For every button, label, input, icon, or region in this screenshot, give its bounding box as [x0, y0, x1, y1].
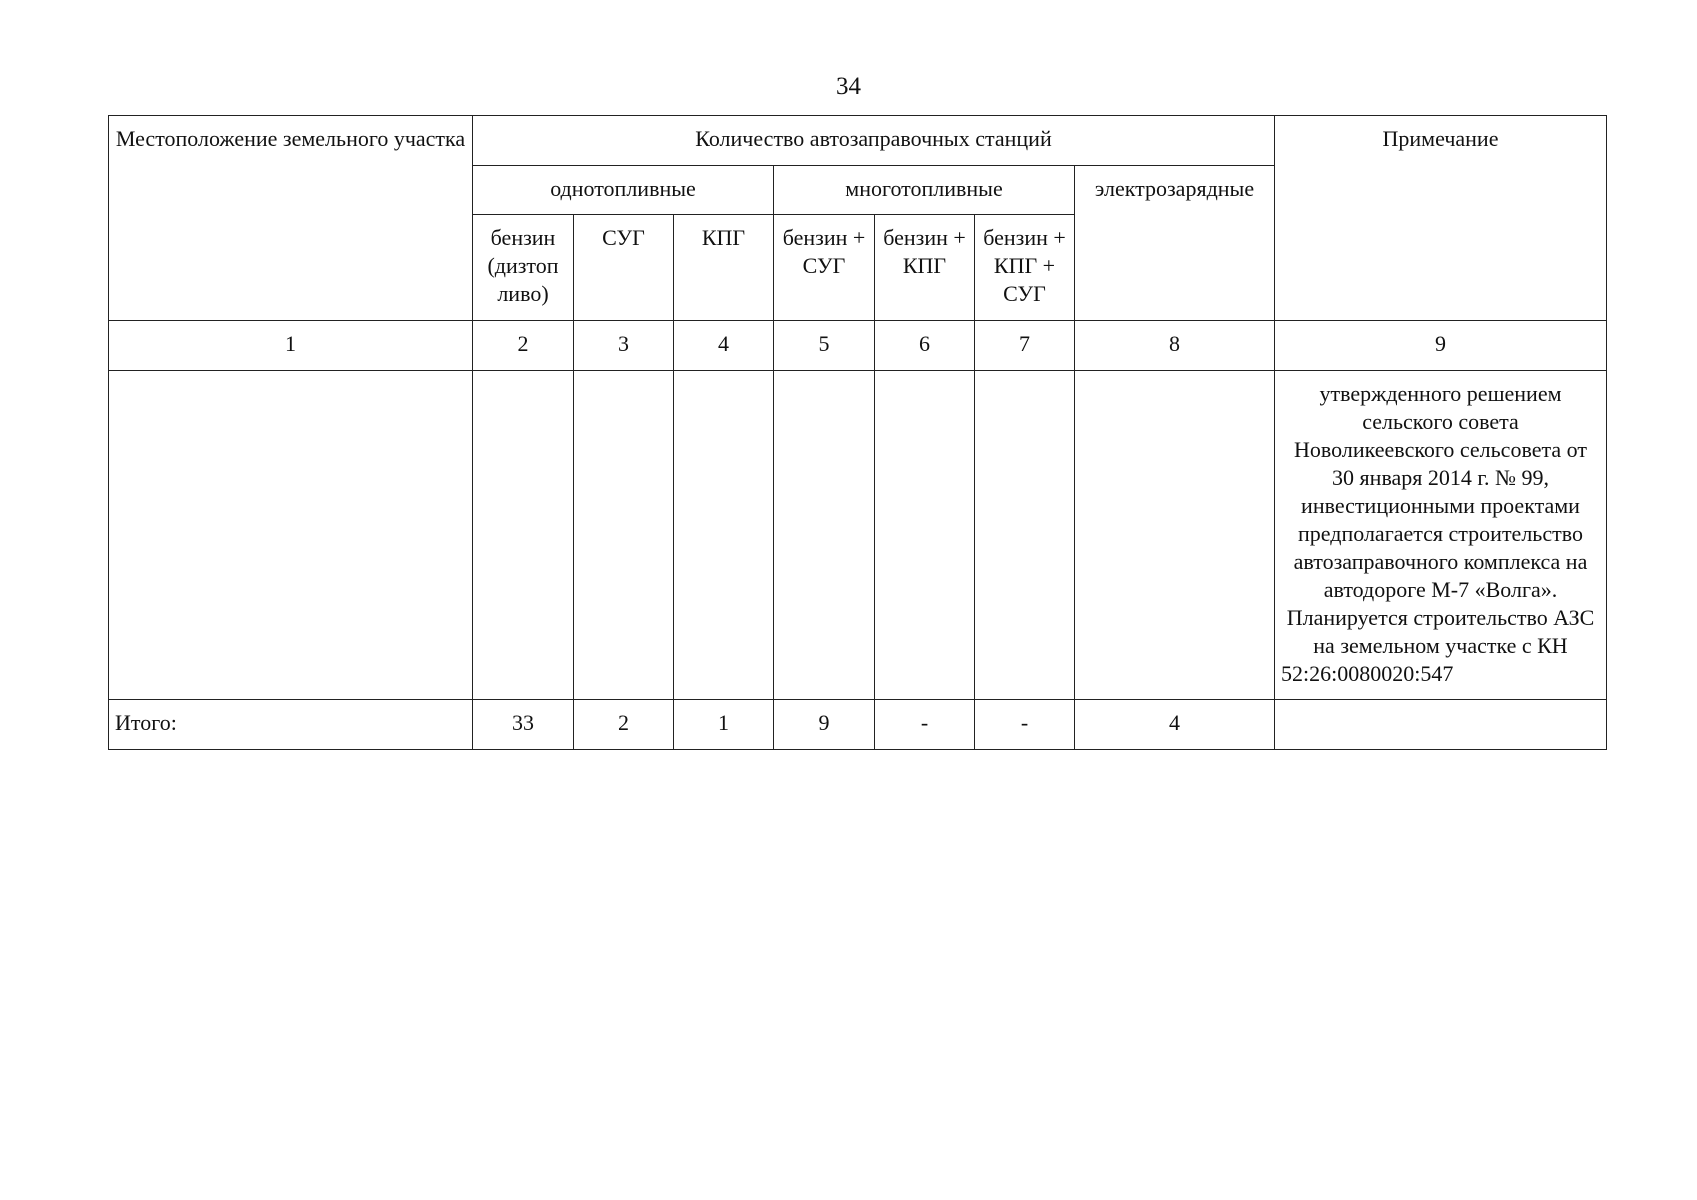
body-note-cell: утвержденного решением сельского совета Новоликеевского сельсовета от 30 января 2014 г. № 99, инвестиционными проектами предполагается строительство автозаправочного комплекса на автодороге М-7 «Волга». Планируется строительство АЗС на земельном участке с КН 52:26:0080020:547: [1275, 371, 1607, 700]
column-number: 8: [1075, 321, 1275, 371]
header-lpg: СУГ: [574, 215, 674, 321]
header-note: Примечание: [1275, 116, 1607, 321]
column-number: 4: [674, 321, 774, 371]
body-empty-cell: [975, 371, 1075, 700]
total-value: -: [975, 700, 1075, 750]
column-number: 1: [109, 321, 473, 371]
column-number: 9: [1275, 321, 1607, 371]
body-empty-cell: [774, 371, 875, 700]
total-value: 4: [1075, 700, 1275, 750]
total-value: 33: [473, 700, 574, 750]
total-row: [109, 700, 1607, 750]
header-electric: электрозарядные: [1075, 166, 1275, 321]
header-single-fuel: однотопливные: [473, 166, 774, 215]
body-empty-cell: [674, 371, 774, 700]
header-gasoline-lpg: бензин + СУГ: [774, 215, 875, 321]
column-number: 5: [774, 321, 875, 371]
header-gasoline-cng-lpg: бензин + КПГ + СУГ: [975, 215, 1075, 321]
header-multi-fuel: многотопливные: [774, 166, 1075, 215]
header-row-main: [109, 116, 1607, 166]
header-stations-count: Количество автозаправочных станций: [473, 116, 1275, 166]
total-note-cell: [1275, 700, 1607, 750]
total-value: 1: [674, 700, 774, 750]
column-number: 2: [473, 321, 574, 371]
body-empty-cell: [473, 371, 574, 700]
total-value: -: [875, 700, 975, 750]
total-value: 9: [774, 700, 875, 750]
table-row: [109, 371, 1607, 700]
body-location-cell: [109, 371, 473, 700]
total-value: 2: [574, 700, 674, 750]
body-empty-cell: [574, 371, 674, 700]
column-number: 6: [875, 321, 975, 371]
body-empty-cell: [875, 371, 975, 700]
header-cng: КПГ: [674, 215, 774, 321]
header-gasoline-cng: бензин + КПГ: [875, 215, 975, 321]
header-gasoline-diesel: бензин (дизтоп ливо): [473, 215, 574, 321]
body-empty-cell: [1075, 371, 1275, 700]
column-number-row: [109, 321, 1607, 371]
header-location: Местоположение земельного участка: [109, 116, 473, 321]
column-number: 7: [975, 321, 1075, 371]
page-number: 34: [836, 73, 861, 100]
gas-stations-table: [108, 115, 1607, 750]
column-number: 3: [574, 321, 674, 371]
total-label: Итого:: [109, 700, 473, 750]
